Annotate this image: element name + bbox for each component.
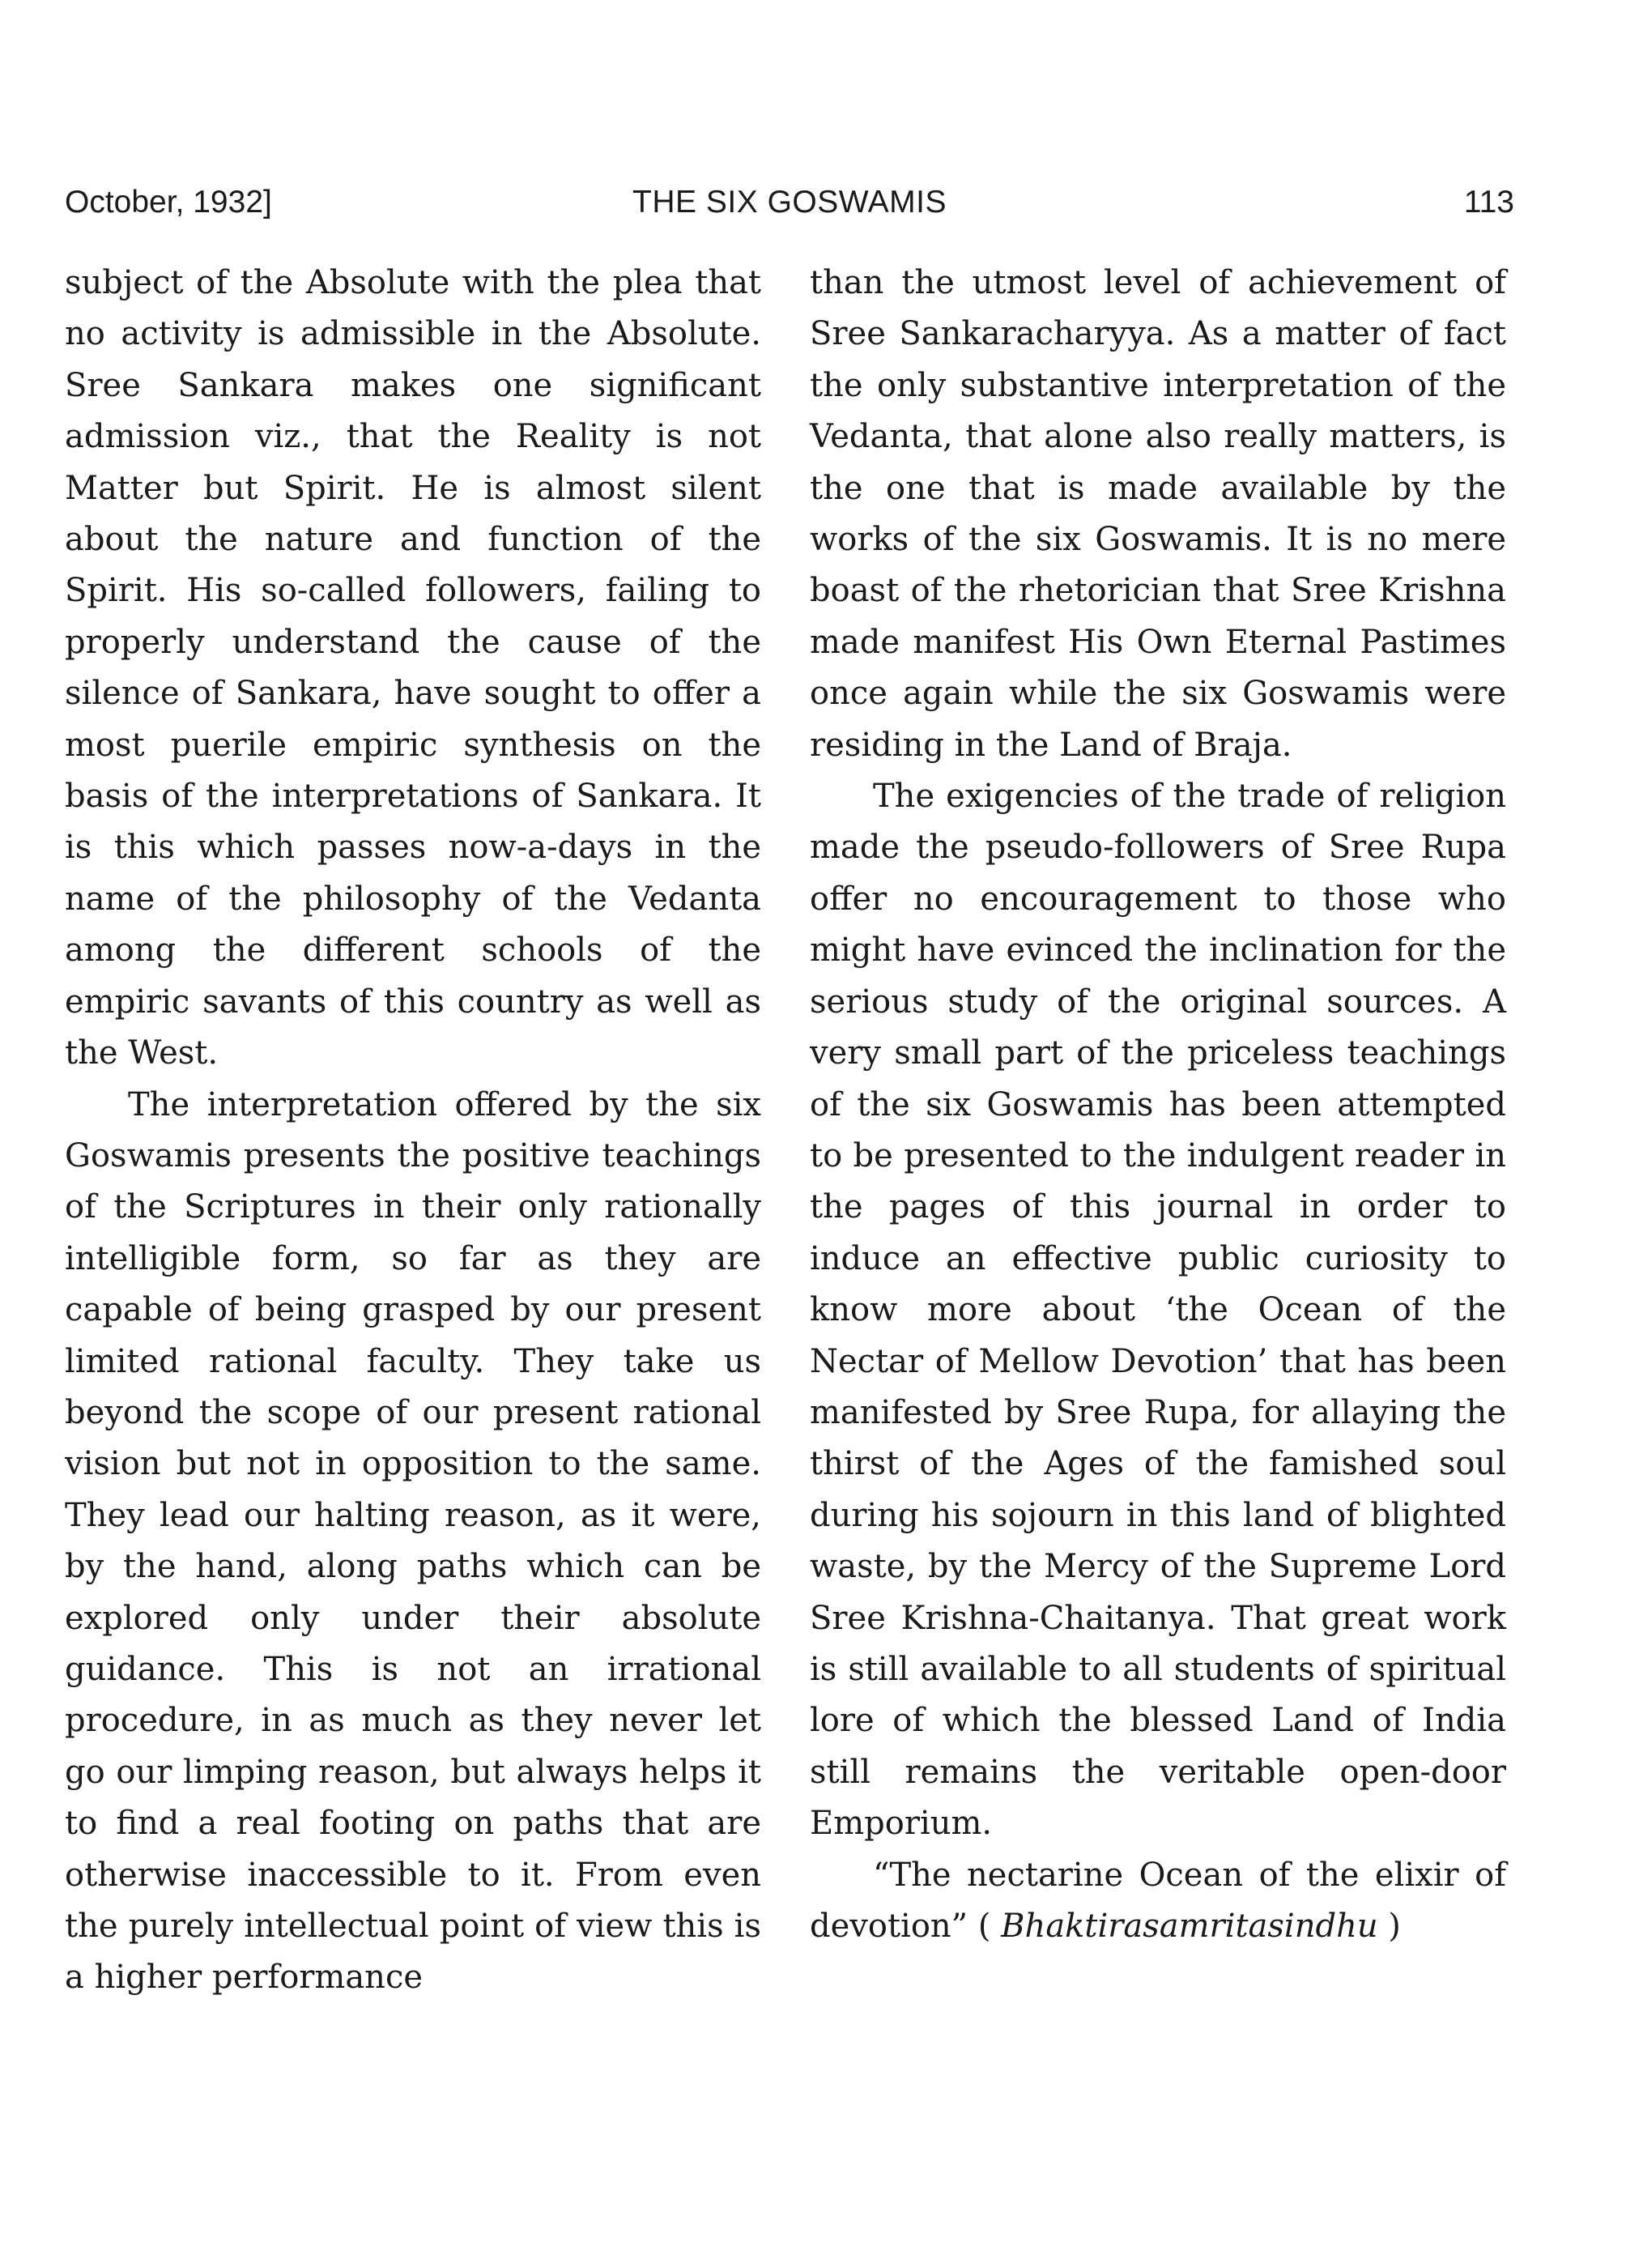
right-column xyxy=(810,258,1506,1952)
book-title-italic: Bhaktirasamritasindhu xyxy=(1001,1908,1378,1945)
right-paragraph-3 xyxy=(810,1850,1506,1953)
left-paragraph-2: The interpretation offered by the six Goswamis presents the positive teachings of the Scriptures in their only rationally intelligible form, so far as they are capable of being grasped by our present limited rational faculty. They take us beyond the scope of our present rational vision but not in opposition to the same. They lead our halting reason, as it were, by the hand, along paths which can be explored only under their absolute guidance. This is not an irrational procedure, in as much as they never let go our limping reason, but always helps it to find a real footing on paths that are otherwise inaccessible to it. From even the purely intellectual point of view this is a higher performance xyxy=(65,1085,761,1997)
issue-date: October, 1932] xyxy=(65,185,272,220)
article-title: THE SIX GOSWAMIS xyxy=(632,185,947,220)
right-paragraph-3-text: “The nectarine Ocean of the elixir of devotion” ( xyxy=(810,1856,1506,1945)
right-paragraph-2: The exigencies of the trade of religion made the pseudo-followers of Sree Rupa offer no encouragement to those who might have evinced the inclination for the serious study of the original sources. A very small part of the priceless teachings of the six Goswamis has been attempted to be presented to the indulgent reader in the pages of this journal in order to induce an effective public curiosity to know more about ‘the Ocean of the Nectar of Mellow Devotion’ that has been manifested by Sree Rupa, for allaying the thirst of the Ages of the famished soul during his sojourn in this land of blighted waste, by the Mercy of the Supreme Lord Sree Krishna-Chaitanya. That great work is still available to all students of spiritual lore of which the blessed Land of India still remains the veritable open-door Emporium. xyxy=(810,778,1506,1843)
left-paragraph-1: subject of the Absolute with the plea that no activity is admissible in the Absolute. Sree Sankara makes one significant admission viz., that the Reality is not Matter but Spirit. He is almost silent about the nature and function of the Spirit. His so-called followers, failing to properly understand the cause of the silence of Sankara, have sought to offer a most puerile empiric synthesis on the basis of the interpretations of Sankara. It is this which passes now-a-days in the name of the philosophy of the Vedanta among the different schools of the empiric savants of this country as well as the West. xyxy=(65,264,761,1072)
right-paragraph-1: than the utmost level of achievement of Sree Sankaracharyya. As a matter of fact the only substantive interpretation of the Vedanta, that alone also really matters, is the one that is made available by the works of the six Goswamis. It is no mere boast of the rhetorician that Sree Krishna made manifest His Own Eternal Pastimes once again while the six Goswamis were residing in the Land of Braja. xyxy=(810,264,1506,764)
right-paragraph-3-end: ) xyxy=(1377,1908,1401,1945)
page-number: 113 xyxy=(1463,185,1514,220)
left-column xyxy=(65,258,761,2004)
running-head xyxy=(65,185,1514,233)
